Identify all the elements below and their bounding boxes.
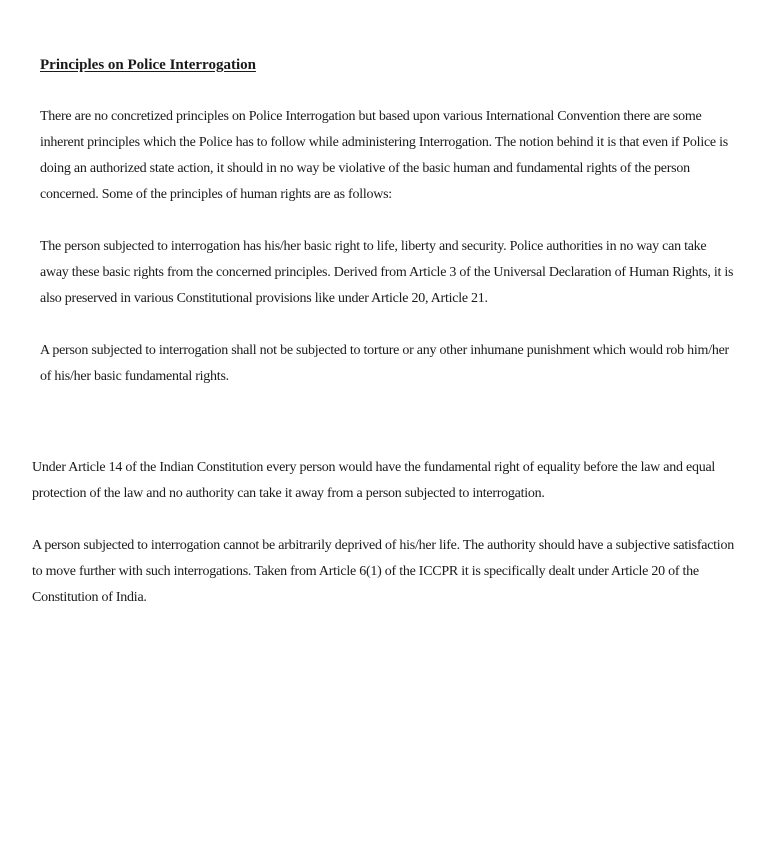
document-heading: Principles on Police Interrogation	[40, 57, 256, 73]
paragraph-right-to-life: The person subjected to interrogation has his/her basic right to life, liberty and security. Police authorities in no way can take away these basic rights from the concerned principles. Derived from Article 3 of the Universal Declaration of Human Rights, it is also preserved in various Constitutional provisions like under Article 20, Article 21.	[40, 239, 734, 306]
paragraph-article-14: Under Article 14 of the Indian Constitution every person would have the fundamental right of equality before the law and equal protection of the law and no authority can take it away from a person subjected to interrogation.	[32, 460, 716, 501]
paragraph-deprivation-of-life: A person subjected to interrogation cannot be arbitrarily deprived of his/her life. The authority should have a subjective satisfaction to move further with such interrogations. Taken from Article 6(1) of the ICCPR it is specifically dealt under Article 20 of the Constitution of India.	[32, 538, 734, 605]
paragraph-torture: A person subjected to interrogation shall not be subjected to torture or any other inhumane punishment which would rob him/her of his/her basic fundamental rights.	[40, 343, 729, 384]
paragraph-intro: There are no concretized principles on Police Interrogation but based upon various International Convention there are some inherent principles which the Police has to follow while administering Interrogation. The notion behind it is that even if Police is doing an authorized state action, it should in no way be violative of the basic human and fundamental rights of the person concerned. Some of the principles of human rights are as follows:	[40, 109, 728, 202]
